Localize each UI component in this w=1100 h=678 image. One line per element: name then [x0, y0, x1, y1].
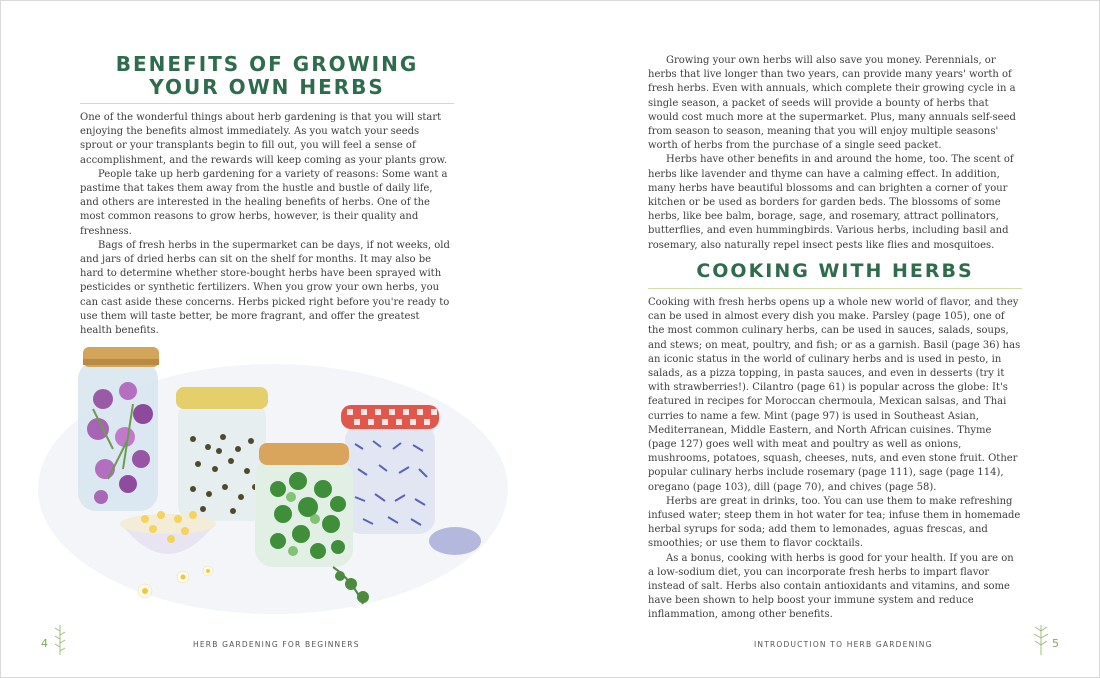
running-head: HERB GARDENING FOR BEGINNERS [193, 640, 360, 649]
paragraph: People take up herb gardening for a variety of reasons: Some want a pastime that takes them away from the hustle and bustle of daily life, and others are interested in the healing benefits of herbs. One of the most common reasons to grow herbs, however, is their quality and freshness. [80, 168, 448, 237]
left-page [1, 1, 551, 678]
running-head: INTRODUCTION TO HERB GARDENING [754, 640, 933, 649]
paragraph: As a bonus, cooking with herbs is good for your health. If you are on a low-sodium diet, you can incorporate fresh herbs to impart flavor instead of salt. Herbs also contain antioxidants and vitamins, and some have been shown to help boost your immune system and reduce inflammation, among other benefits. [648, 552, 1014, 621]
flower-jar [78, 347, 159, 511]
left-page-heading [80, 53, 454, 99]
right-page-heading: COOKING WITH HERBS [696, 260, 974, 282]
paragraph: One of the wonderful things about herb gardening is that you will start enjoying the benefits almost immediately. As you watch your seeds sprout or your transplants begin to fill out, you will feel a sense of accomplishment, and the rewards will keep coming as your plants grow. [80, 112, 448, 166]
right-body-text-top [648, 54, 1022, 253]
heading-divider [648, 288, 1022, 289]
paragraph: Growing your own herbs will also save you money. Perennials, or herbs that live longer than two years, can provide many years' worth of fresh herbs. Even with annuals, which complete their growing cycle in a single season, a packet of seeds will provide a bounty of herbs that would cost much more at the supermarket. Plus, many annuals self-seed from season to season, meaning that you will enjoy multiple seasons' worth of herbs from the purchase of a single seed packet. [648, 55, 1016, 152]
right-body-text-bottom [648, 296, 1022, 623]
heading-divider [80, 103, 454, 104]
page-number: 5 [1052, 637, 1059, 650]
sprig-icon [1030, 623, 1052, 657]
paragraph: Herbs are great in drinks, too. You can use them to make refreshing infused water; steep them in hot water for tea; infuse them in homemade herbal syrups for soda; add them to lemonades, aguas frescas, and smoothies; or use them to flavor cocktails. [648, 495, 1021, 550]
sprig-icon [51, 623, 69, 657]
heading-line-1: BENEFITS OF GROWING [115, 52, 419, 76]
herb-jars-illustration [33, 319, 523, 619]
paragraph: Cooking with fresh herbs opens up a whole new world of flavor, and they can be used in almost every dish you make. Parsley (page 105), one of the most common culinary herbs, can be used in sauces, salads, soups, and stews; on meat, poultry, and fish; or as a garnish. Basil (page 36) has an iconic status in the world of culinary herbs and is used in pesto, in salads, as a pizza topping, in pasta sauces, and even in desserts (try it with strawberries!). Cilantro (page 61) is popular across the globe: It's featured in recipes for Moroccan chermoula, Mexican salsas, and Thai curries to name a few. Mint (page 97) is used in Southeast Asian, Mediterranean, Middle Eastern, and North African cuisines. Thyme (page 127) goes well with meat and poultry as well as onions, mushrooms, potatoes, squash, cheeses, nuts, and even stone fruit. Other popular culinary herbs include rosemary (page 111), sage (page 114), oregano (page 103), dill (page 70), and chives (page 58). [648, 297, 1021, 493]
right-page [551, 1, 1100, 678]
left-body-text [80, 111, 454, 338]
page-number: 4 [41, 637, 48, 650]
paragraph: Bags of fresh herbs in the supermarket can be days, if not weeks, old and jars of dried herbs can sit on the shelf for months. It may also be hard to determine whether store-bought herbs have been sprayed with pesticides or synthetic fertilizers. When you grow your own herbs, you can cast aside these concerns. Herbs picked right before you're ready to use them will taste better, be more fragrant, and offer the greatest health benefits. [80, 239, 450, 337]
seed-jar [176, 387, 268, 521]
heading-line-2: YOUR OWN HERBS [149, 75, 385, 99]
paragraph: Herbs have other benefits in and around the home, too. The scent of herbs like lavender and thyme can have a calming effect. In addition, many herbs have beautiful blossoms and can brighten a corner of your kitchen or be used as borders for garden beds. The blossoms of some herbs, like bee balm, borage, sage, and rosemary, attract pollinators, butterflies, and even hummingbirds. Various herbs, including basil and rosemary, also naturally repel insect pests like flies and mosquitoes. [648, 154, 1014, 251]
